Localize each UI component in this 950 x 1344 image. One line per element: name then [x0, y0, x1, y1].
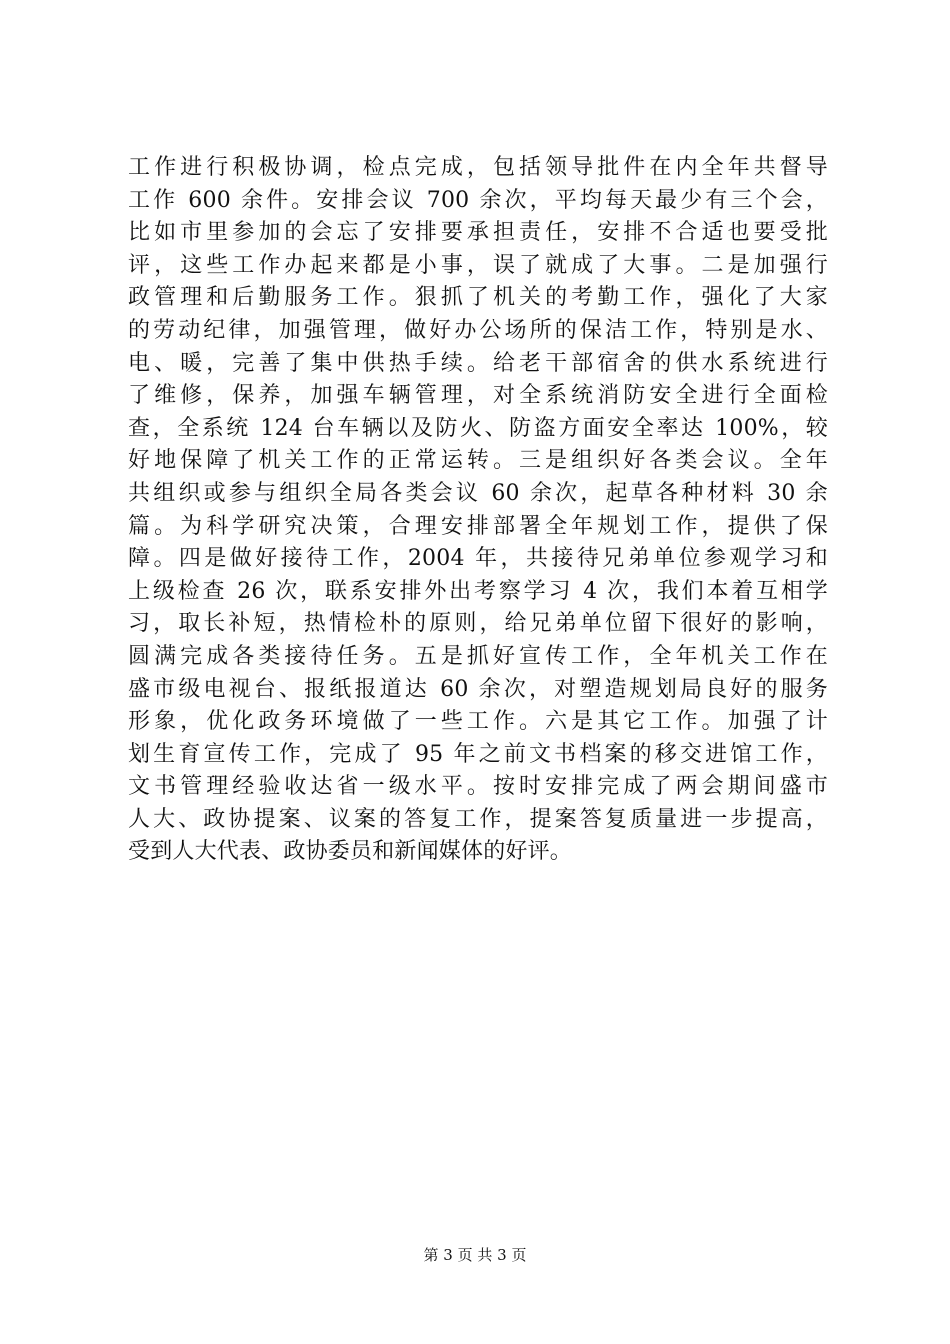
text-line-18: 形象，优化政务环境做了一些工作。六是其它工作。加强了计 [128, 709, 828, 735]
text-line-19: 划生育宣传工作，完成了 95 年之前文书档案的移交进馆工作， [128, 741, 828, 767]
text-line-2: 工作 600 余件。安排会议 700 余次，平均每天最少有三个会， [128, 187, 828, 213]
text-line-13: 障。四是做好接待工作，2004 年，共接待兄弟单位参观学习和 [128, 546, 828, 572]
text-line-14: 上级检查 26 次，联系安排外出考察学习 4 次，我们本着互相学 [128, 578, 828, 604]
text-line-10: 好地保障了机关工作的正常运转。三是组织好各类会议。全年 [128, 448, 828, 474]
page-number-footer: 第 3 页 共 3 页 [423, 1246, 527, 1264]
body-paragraph [128, 152, 828, 869]
text-line-7: 电、暖，完善了集中供热手续。给老干部宿舍的供水系统进行 [128, 350, 828, 376]
text-line-11: 共组织或参与组织全局各类会议 60 余次，起草各种材料 30 余 [128, 480, 828, 506]
text-line-6: 的劳动纪律，加强管理，做好办公场所的保洁工作，特别是水、 [128, 317, 828, 343]
text-line-5: 政管理和后勤服务工作。狠抓了机关的考勤工作，强化了大家 [128, 285, 828, 311]
text-line-20: 文书管理经验收达省一级水平。按时安排完成了两会期间盛市 [128, 774, 828, 800]
text-line-22: 受到人大代表、政协委员和新闻媒体的好评。 [128, 839, 573, 865]
text-line-3: 比如市里参加的会忘了安排要承担责任，安排不合适也要受批 [128, 220, 828, 246]
text-line-16: 圆满完成各类接待任务。五是抓好宣传工作，全年机关工作在 [128, 643, 828, 669]
text-line-12: 篇。为科学研究决策，合理安排部署全年规划工作，提供了保 [128, 513, 828, 539]
text-line-1: 工作进行积极协调，检点完成，包括领导批件在内全年共督导 [128, 155, 828, 180]
text-line-15: 习，取长补短，热情检朴的原则，给兄弟单位留下很好的影响， [128, 611, 828, 637]
text-line-4: 评，这些工作办起来都是小事，误了就成了大事。二是加强行 [128, 252, 828, 278]
text-line-9: 查，全系统 124 台车辆以及防火、防盗方面安全率达 100%，较 [128, 415, 828, 441]
text-line-8: 了维修，保养，加强车辆管理，对全系统消防安全进行全面检 [128, 383, 828, 409]
text-line-17: 盛市级电视台、报纸报道达 60 余次，对塑造规划局良好的服务 [128, 676, 828, 702]
text-line-21: 人大、政协提案、议案的答复工作，提案答复质量进一步提高， [128, 806, 828, 832]
